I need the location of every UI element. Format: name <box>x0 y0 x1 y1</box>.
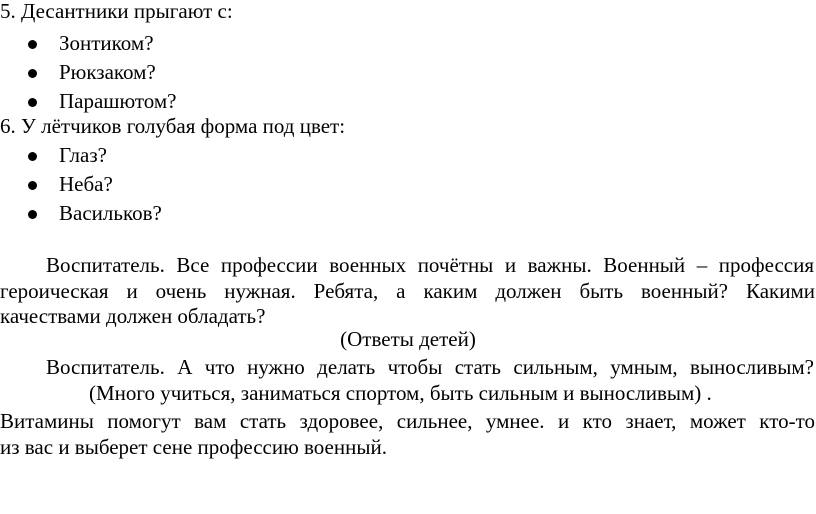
paragraph-2-line-4: из вас и выберет сене профессию военный. <box>0 435 387 459</box>
bullet-icon <box>28 69 37 78</box>
question-5-title: 5. Десантники прыгают с: <box>0 0 233 23</box>
question-6-title: 6. У лётчиков голубая форма под цвет: <box>0 114 346 138</box>
option-label: Парашютом? <box>59 89 177 113</box>
paragraph-2-line-1: Воспитатель. А что нужно делать чтобы стать сильным, умным, выносливым? <box>46 355 814 379</box>
option-label: Рюкзаком? <box>59 60 156 84</box>
bullet-icon <box>28 152 37 161</box>
paragraph-2-line-3: Витамины помогут вам стать здоровее, сильнее, умнее. и кто знает, может кто-то <box>0 409 815 433</box>
bullet-icon <box>28 98 37 107</box>
paragraph-2-line-2: (Много учиться, заниматься спортом, быть сильным и выносливым) . <box>89 381 712 405</box>
paragraph-1-line-2: героическая и очень нужная. Ребята, а каким должен быть военный? Какими <box>0 279 815 303</box>
bullet-icon <box>28 40 37 49</box>
option-label: Васильков? <box>59 201 162 225</box>
option-label: Глаз? <box>59 143 107 167</box>
option-label: Неба? <box>59 172 113 196</box>
bullet-icon <box>28 181 37 190</box>
children-answers: (Ответы детей) <box>340 327 476 351</box>
option-label: Зонтиком? <box>59 31 154 55</box>
paragraph-1-line-3: качествами должен обладать? <box>0 304 266 328</box>
bullet-icon <box>28 210 37 219</box>
paragraph-1-line-1: Воспитатель. Все профессии военных почётны и важны. Военный – профессия <box>46 253 814 277</box>
